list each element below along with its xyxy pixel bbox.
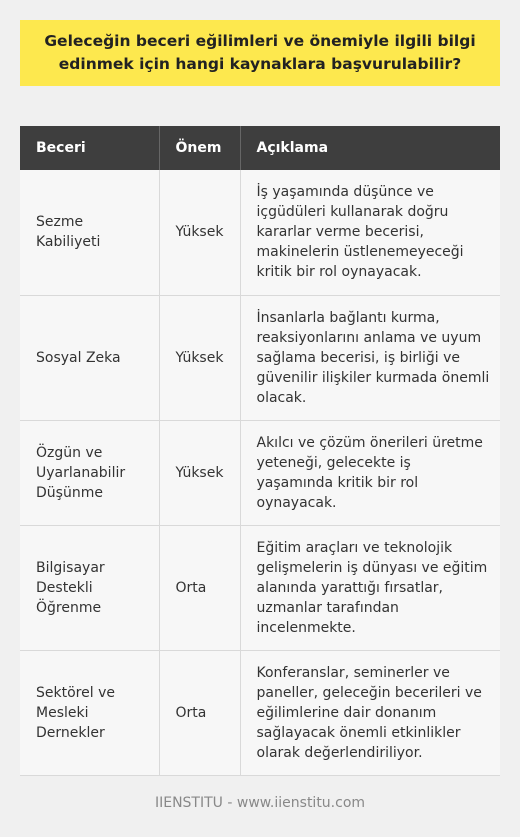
page-title (20, 20, 500, 86)
table-row (20, 170, 500, 295)
header-description: Açıklama (240, 126, 500, 170)
importance-cell: Yüksek (159, 295, 240, 420)
importance-cell: Orta (159, 650, 240, 775)
title-text: Geleceğin beceri eğilimleri ve önemiyle ilgili bilgi edinmek için hangi kaynaklara başvurulabilir? (44, 32, 476, 73)
skill-cell: Sektörel ve Mesleki Dernekler (20, 650, 159, 775)
table-row (20, 420, 500, 525)
header-importance: Önem (159, 126, 240, 170)
header-skill: Beceri (20, 126, 159, 170)
description-cell: Akılcı ve çözüm önerileri üretme yeteneği, gelecekte iş yaşamında kritik bir rol oynayacak. (240, 420, 500, 525)
importance-cell: Orta (159, 525, 240, 650)
skill-cell: Özgün ve Uyarlanabilir Düşünme (20, 420, 159, 525)
description-cell: İnsanlarla bağlantı kurma, reaksiyonlarını anlama ve uyum sağlama becerisi, iş birliği ve güvenilir ilişkiler kurmada önemli olacak. (240, 295, 500, 420)
skill-cell: Sosyal Zeka (20, 295, 159, 420)
description-cell: İş yaşamında düşünce ve içgüdüleri kullanarak doğru kararlar verme becerisi, makinelerin üstlenemeyeceği kritik bir rol oynayacak. (240, 170, 500, 295)
table-row (20, 650, 500, 775)
description-cell: Konferanslar, seminerler ve paneller, geleceğin becerileri ve eğilimlerine dair donanım sağlayacak önemli etkinlikler olarak değerlendiriliyor. (240, 650, 500, 775)
importance-cell: Yüksek (159, 420, 240, 525)
description-cell: Eğitim araçları ve teknolojik gelişmelerin iş dünyası ve eğitim alanında yarattığı fırsatlar, uzmanlar tarafından incelenmekte. (240, 525, 500, 650)
footer-credit: IIENSTITU - www.iienstitu.com (154, 795, 366, 811)
skill-cell: Sezme Kabiliyeti (20, 170, 159, 295)
table-row (20, 295, 500, 420)
table-header-row (20, 126, 500, 170)
skills-table (20, 126, 500, 776)
skill-cell: Bilgisayar Destekli Öğrenme (20, 525, 159, 650)
importance-cell: Yüksek (159, 170, 240, 295)
table-row (20, 525, 500, 650)
